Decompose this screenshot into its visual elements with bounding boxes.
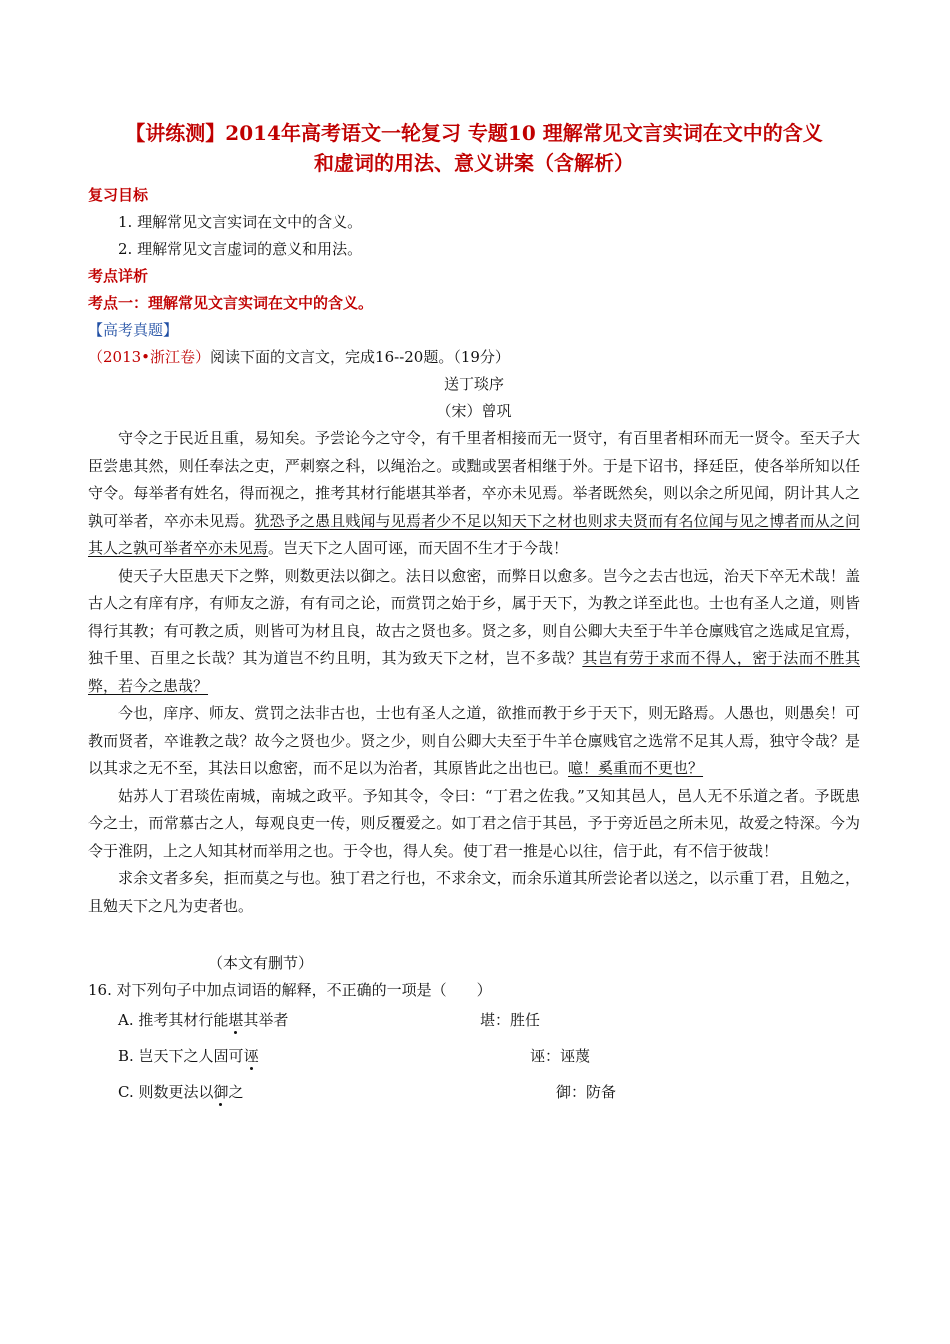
option-c-text: C. 则数更法以 xyxy=(118,1083,214,1101)
paragraph-3-underlined: 噫！奚重而不更也？ xyxy=(568,759,704,777)
passage-paragraph-1 xyxy=(88,425,860,563)
exam-points-heading: 考点详析 xyxy=(88,267,149,285)
question-16-option-c xyxy=(88,1076,860,1112)
question-16-option-a xyxy=(88,1004,860,1040)
exam-source: （2013•浙江卷） xyxy=(88,348,211,366)
review-goal-item-2: 2. 理解常见文言虚词的意义和用法。 xyxy=(118,240,363,258)
real-exam-label: 【高考真题】 xyxy=(88,321,179,339)
passage-paragraph-4: 姑苏人丁君琰佐南城，南城之政平。予知其令，令曰：“丁君之佐我。”又知其邑人，邑人无不乐道之者。予既患今之士，而常慕古之人，每观良吏一传，则反覆爱之。如丁君之信于其邑，予于旁近邑之所未见，故爱之特深。今为令于淮阴，上之人知其材而举用之也。于令也，得人矣。使丁君一推是心以往，信于此，有不信于彼哉！ xyxy=(88,786,860,860)
passage-title: 送丁琰序 xyxy=(443,375,504,393)
option-a-dotted-word: 堪 xyxy=(228,1011,244,1029)
option-c-text-tail: 之 xyxy=(228,1083,244,1101)
exam-point-1-heading: 考点一：理解常见文言实词在文中的含义。 xyxy=(88,294,374,312)
option-a-gloss: 堪：胜任 xyxy=(480,1011,541,1029)
paragraph-1-underlined: 犹恐予之愚且贱闻与见焉者少不足以知天下之材也则求夫贤而有名位闻与见之博者而从之问其人之孰可举者卒亦未见焉 xyxy=(88,511,860,557)
document-page xyxy=(88,118,860,1112)
paragraph-2-text: 使天子大臣患天下之弊，则数更法以御之。法日以愈密，而弊日以愈多。岂今之去古也远，治天下卒无术哉！盖古人之有庠有序，有师友之游，有有司之论，而赏罚之始于乡，属于天下，为教之详至此也。士也有圣人之道，则皆得行其教；有可教之质，则皆可为材且良，故古之贤也多。贤之多，则自公卿大夫至于牛羊仓廪贱官之选咸足宜焉，独千里、百里之长哉？其为道岂不约且明，其为致天下之材，岂不多哉？ xyxy=(88,566,860,667)
option-a-text-tail: 其举者 xyxy=(243,1011,289,1029)
question-16-stem: 16. 对下列句子中加点词语的解释，不正确的一项是（ ） xyxy=(88,981,492,999)
review-goals-heading: 复习目标 xyxy=(88,186,149,204)
option-b-text: B. 岂天下之人固可 xyxy=(118,1047,244,1065)
option-b-gloss: 诬：诬蔑 xyxy=(530,1047,591,1065)
paragraph-1-text: 守令之于民近且重，易知矣。予尝论今之守令，有千里者相接而无一贤守，有百里者相环而无一贤令。至天子大臣尝患其然，则任奉法之吏，严刺察之科，以绳治之。或黜或罢者相继于外。于是下诏书，择廷臣，使各举所知以任守令。每举者有姓名，得而视之，推考其材行能堪其举者，卒亦未见焉。举者既然矣，则以余之所见闻，阴计其人之孰可举者，卒亦未见焉。 xyxy=(88,429,860,530)
passage-author: （宋）曾巩 xyxy=(436,402,512,420)
option-c-dotted-word: 御 xyxy=(213,1083,229,1101)
passage-paragraph-2 xyxy=(88,563,860,701)
exam-intro xyxy=(88,344,860,371)
paragraph-2-underlined: 其岂有劳于求而不得人，密于法而不胜其弊，若今之患哉？ xyxy=(88,649,860,695)
paragraph-3-text: 今也，庠序、师友、赏罚之法非古也，士也有圣人之道，欲推而教于乡于天下，则无路焉。人愚也，则愚矣！可教而贤者，卒谁教之哉？故今之贤也少。贤之少，则自公卿大夫至于牛羊仓廪贱官之选常不足其人焉，独守令哉？是以其求之无不至，其法日以愈密，而不足以为治者，其原皆此之出也已。 xyxy=(88,704,860,777)
document-title xyxy=(88,118,860,178)
passage-paragraph-3 xyxy=(88,700,860,783)
review-goal-item-1: 1. 理解常见文言实词在文中的含义。 xyxy=(118,213,363,231)
option-a-text: A. 推考其材行能 xyxy=(118,1011,229,1029)
title-line-2: 和虚词的用法、意义讲案（含解析） xyxy=(314,151,634,175)
title-line-1: 【讲练测】2014年高考语文一轮复习 专题10 理解常见文言实词在文中的含义 xyxy=(125,121,823,145)
abridged-note: （本文有删节） xyxy=(208,954,314,972)
exam-instruction: 阅读下面的文言文，完成16--20题。（19分） xyxy=(210,348,510,366)
option-b-dotted-word: 诬 xyxy=(243,1047,259,1065)
option-c-gloss: 御：防备 xyxy=(556,1083,617,1101)
question-16-option-b xyxy=(88,1040,860,1076)
passage-paragraph-5: 求余文者多矣，拒而莫之与也。独丁君之行也，不求余文，而余乐道其所尝论者以送之，以示重丁君，且勉之，且勉天下之凡为吏者也。 xyxy=(88,869,860,915)
paragraph-1-tail: 。岂天下之人固可诬，而天固不生才于今哉！ xyxy=(268,539,569,557)
